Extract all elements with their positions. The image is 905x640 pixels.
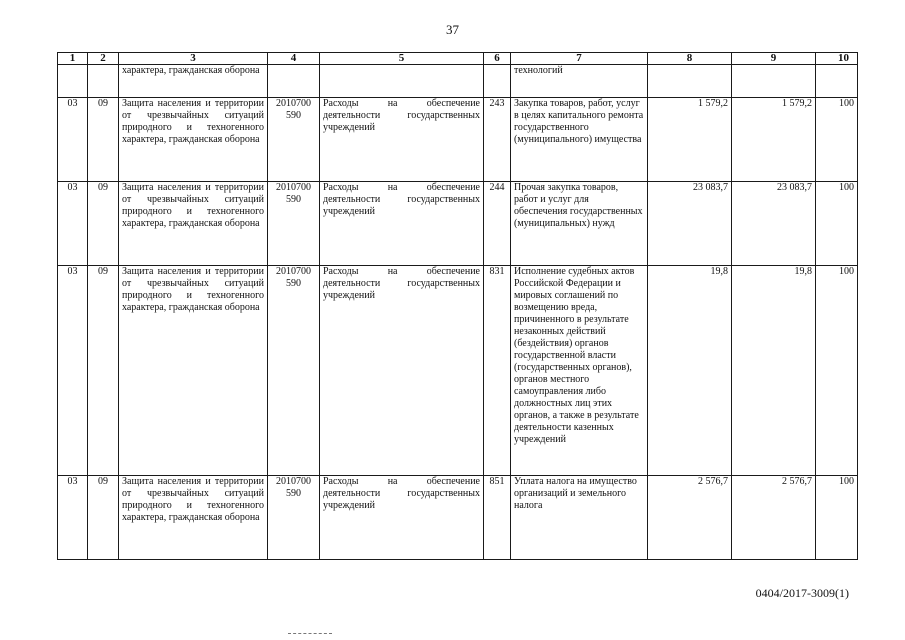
cell-percent: 100	[816, 98, 858, 182]
cell-plan: 1 579,2	[648, 98, 732, 182]
table-row	[58, 182, 858, 266]
cell-expense-type: 851	[484, 476, 511, 560]
cell-target-article: 2010700 590	[268, 182, 320, 266]
table-row	[58, 266, 858, 476]
table-row	[58, 476, 858, 560]
cell-plan: 2 576,7	[648, 476, 732, 560]
cell-target-article	[268, 65, 320, 98]
cell-section: 03	[58, 476, 88, 560]
cell-plan: 19,8	[648, 266, 732, 476]
cell-subsection: 09	[88, 476, 119, 560]
cell-plan	[648, 65, 732, 98]
continuation-row	[58, 65, 858, 98]
cell-actual: 19,8	[732, 266, 816, 476]
cell-section: 03	[58, 182, 88, 266]
cell-section: 03	[58, 266, 88, 476]
cell-subsection: 09	[88, 266, 119, 476]
cell-expense-type: 244	[484, 182, 511, 266]
header-cell: 4	[268, 53, 320, 65]
cell-description: Уплата налога на имущество организаций и земельного налога	[511, 476, 648, 560]
cell-percent: 100	[816, 476, 858, 560]
cell-percent	[816, 65, 858, 98]
cell-actual: 23 083,7	[732, 182, 816, 266]
cell-purpose: Расходы на обеспечение деятельности государственных учреждений	[320, 182, 484, 266]
cell-subsection	[88, 65, 119, 98]
header-cell: 5	[320, 53, 484, 65]
cell-target-article: 2010700 590	[268, 266, 320, 476]
cell-name: Защита населения и территории от чрезвычайных ситуаций природного и техногенного характера, гражданская оборона	[119, 182, 268, 266]
cell-expense-type	[484, 65, 511, 98]
cell-actual: 1 579,2	[732, 98, 816, 182]
header-cell: 10	[816, 53, 858, 65]
cell-description: Исполнение судебных актов Российской Федерации и мировых соглашений по возмещению вреда, причиненного в результате незаконных действий (бездействия) органов государственной власти (государственных органов), органов местного самоуправления либо должностных лиц этих органов, а также в результате деятельности казенных учреждений	[511, 266, 648, 476]
cell-name: Защита населения и территории от чрезвычайных ситуаций природного и техногенного характера, гражданская оборона	[119, 266, 268, 476]
cell-name: Защита населения и территории от чрезвычайных ситуаций природного и техногенного характера, гражданская оборона	[119, 98, 268, 182]
cell-name: характера, гражданская оборона	[119, 65, 268, 98]
cell-percent: 100	[816, 266, 858, 476]
cell-section	[58, 65, 88, 98]
cell-subsection: 09	[88, 98, 119, 182]
header-cell: 3	[119, 53, 268, 65]
budget-table	[57, 52, 858, 560]
cell-name: Защита населения и территории от чрезвычайных ситуаций природного и техногенного характера, гражданская оборона	[119, 476, 268, 560]
cell-description: Прочая закупка товаров, работ и услуг для обеспечения государственных (муниципальных) нужд	[511, 182, 648, 266]
cell-expense-type: 831	[484, 266, 511, 476]
document-code: 0404/2017-3009(1)	[755, 586, 849, 600]
cell-purpose: Расходы на обеспечение деятельности государственных учреждений	[320, 476, 484, 560]
header-cell: 7	[511, 53, 648, 65]
header-cell: 8	[648, 53, 732, 65]
scan-artifact-divider	[288, 633, 332, 635]
header-row	[58, 53, 858, 65]
header-cell: 2	[88, 53, 119, 65]
cell-description: Закупка товаров, работ, услуг в целях капитального ремонта государственного (муниципального) имущества	[511, 98, 648, 182]
cell-subsection: 09	[88, 182, 119, 266]
cell-description: технологий	[511, 65, 648, 98]
cell-target-article: 2010700 590	[268, 98, 320, 182]
cell-purpose: Расходы на обеспечение деятельности государственных учреждений	[320, 98, 484, 182]
cell-purpose	[320, 65, 484, 98]
cell-expense-type: 243	[484, 98, 511, 182]
cell-actual: 2 576,7	[732, 476, 816, 560]
cell-purpose: Расходы на обеспечение деятельности государственных учреждений	[320, 266, 484, 476]
cell-section: 03	[58, 98, 88, 182]
cell-actual	[732, 65, 816, 98]
cell-percent: 100	[816, 182, 858, 266]
header-cell: 1	[58, 53, 88, 65]
table-row	[58, 98, 858, 182]
cell-target-article: 2010700 590	[268, 476, 320, 560]
cell-plan: 23 083,7	[648, 182, 732, 266]
header-cell: 6	[484, 53, 511, 65]
page-number: 37	[446, 22, 459, 37]
header-cell: 9	[732, 53, 816, 65]
